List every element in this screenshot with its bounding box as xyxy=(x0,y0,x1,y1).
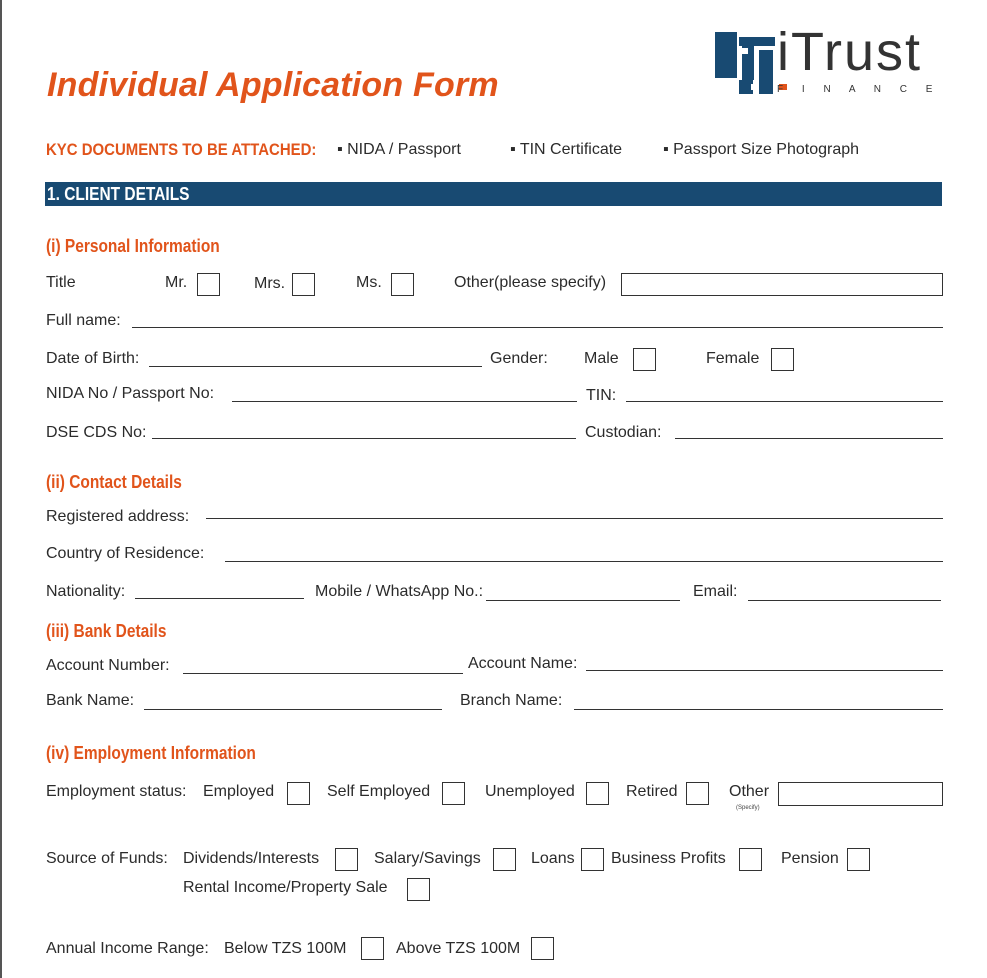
above-label: Above TZS 100M xyxy=(396,940,521,957)
section-bar xyxy=(45,182,942,206)
tin-label: TIN: xyxy=(586,387,617,404)
salary-checkbox[interactable] xyxy=(493,848,516,871)
male-label: Male xyxy=(584,350,619,367)
mr-label: Mr. xyxy=(165,274,188,291)
below-checkbox[interactable] xyxy=(361,937,384,960)
nida-field[interactable] xyxy=(232,401,577,402)
full-name-field[interactable] xyxy=(132,327,943,328)
below-label: Below TZS 100M xyxy=(224,940,347,957)
income-range-label: Annual Income Range: xyxy=(46,940,209,957)
branch-label: Branch Name: xyxy=(460,692,563,709)
self-employed-label: Self Employed xyxy=(327,783,431,800)
ms-label: Ms. xyxy=(356,274,382,291)
male-checkbox[interactable] xyxy=(633,348,656,371)
above-checkbox[interactable] xyxy=(531,937,554,960)
section-title: 1. CLIENT DETAILS xyxy=(47,184,190,204)
nationality-field[interactable] xyxy=(135,598,304,599)
nida-label: NIDA No / Passport No: xyxy=(46,385,215,402)
other-title-label: Other(please specify) xyxy=(454,274,607,291)
page-border xyxy=(0,0,2,978)
dob-field[interactable] xyxy=(149,366,482,367)
other-employment-label: Other xyxy=(729,783,770,800)
dob-label: Date of Birth: xyxy=(46,350,140,367)
logo-wordmark: iTrust xyxy=(777,22,922,82)
logo-subtitle: F I N A N C E xyxy=(777,84,941,95)
rental-checkbox[interactable] xyxy=(407,878,430,901)
dividends-label: Dividends/Interests xyxy=(183,850,320,867)
loans-checkbox[interactable] xyxy=(581,848,604,871)
kyc-item: ▪ TIN Certificate xyxy=(510,141,623,158)
country-label: Country of Residence: xyxy=(46,545,205,562)
business-label: Business Profits xyxy=(611,850,726,867)
full-name-label: Full name: xyxy=(46,312,121,329)
personal-heading: (i) Personal Information xyxy=(46,236,220,256)
logo-mark-icon xyxy=(715,32,775,94)
dse-label: DSE CDS No: xyxy=(46,424,147,441)
bank-name-label: Bank Name: xyxy=(46,692,135,709)
employment-status-label: Employment status: xyxy=(46,783,187,800)
dse-field[interactable] xyxy=(152,438,576,439)
specify-note: (Specify) xyxy=(736,805,760,811)
mrs-label: Mrs. xyxy=(254,275,286,292)
salary-label: Salary/Savings xyxy=(374,850,481,867)
pension-checkbox[interactable] xyxy=(847,848,870,871)
acc-name-field[interactable] xyxy=(586,670,943,671)
kyc-item: ▪ NIDA / Passport xyxy=(337,141,461,158)
title-label: Title xyxy=(46,274,76,291)
acc-no-label: Account Number: xyxy=(46,657,170,674)
address-label: Registered address: xyxy=(46,508,190,525)
email-label: Email: xyxy=(693,583,738,600)
ms-checkbox[interactable] xyxy=(391,273,414,296)
gender-label: Gender: xyxy=(490,350,548,367)
dividends-checkbox[interactable] xyxy=(335,848,358,871)
bank-heading: (iii) Bank Details xyxy=(46,621,167,641)
employed-checkbox[interactable] xyxy=(287,782,310,805)
email-field[interactable] xyxy=(748,600,941,601)
unemployed-label: Unemployed xyxy=(485,783,575,800)
country-field[interactable] xyxy=(225,561,943,562)
retired-label: Retired xyxy=(626,783,678,800)
branch-field[interactable] xyxy=(574,709,943,710)
custodian-label: Custodian: xyxy=(585,424,662,441)
rental-label: Rental Income/Property Sale xyxy=(183,879,388,896)
employed-label: Employed xyxy=(203,783,275,800)
mobile-label: Mobile / WhatsApp No.: xyxy=(315,583,484,600)
self-employed-checkbox[interactable] xyxy=(442,782,465,805)
source-funds-label: Source of Funds: xyxy=(46,850,168,867)
other-employment-field[interactable] xyxy=(778,782,943,806)
business-checkbox[interactable] xyxy=(739,848,762,871)
pension-label: Pension xyxy=(781,850,839,867)
unemployed-checkbox[interactable] xyxy=(586,782,609,805)
nationality-label: Nationality: xyxy=(46,583,126,600)
employment-heading: (iv) Employment Information xyxy=(46,743,256,763)
mr-checkbox[interactable] xyxy=(197,273,220,296)
address-field[interactable] xyxy=(206,518,943,519)
kyc-label: KYC DOCUMENTS TO BE ATTACHED: xyxy=(46,140,317,159)
mobile-field[interactable] xyxy=(486,600,680,601)
kyc-item: ▪ Passport Size Photograph xyxy=(663,141,860,158)
loans-label: Loans xyxy=(531,850,575,867)
custodian-field[interactable] xyxy=(675,438,943,439)
female-checkbox[interactable] xyxy=(771,348,794,371)
mrs-checkbox[interactable] xyxy=(292,273,315,296)
acc-name-label: Account Name: xyxy=(468,655,578,672)
acc-no-field[interactable] xyxy=(183,673,463,674)
tin-field[interactable] xyxy=(626,401,943,402)
other-title-field[interactable] xyxy=(621,273,943,296)
bank-name-field[interactable] xyxy=(144,709,442,710)
contact-heading: (ii) Contact Details xyxy=(46,472,182,492)
female-label: Female xyxy=(706,350,760,367)
retired-checkbox[interactable] xyxy=(686,782,709,805)
form-title: Individual Application Form xyxy=(47,66,499,104)
